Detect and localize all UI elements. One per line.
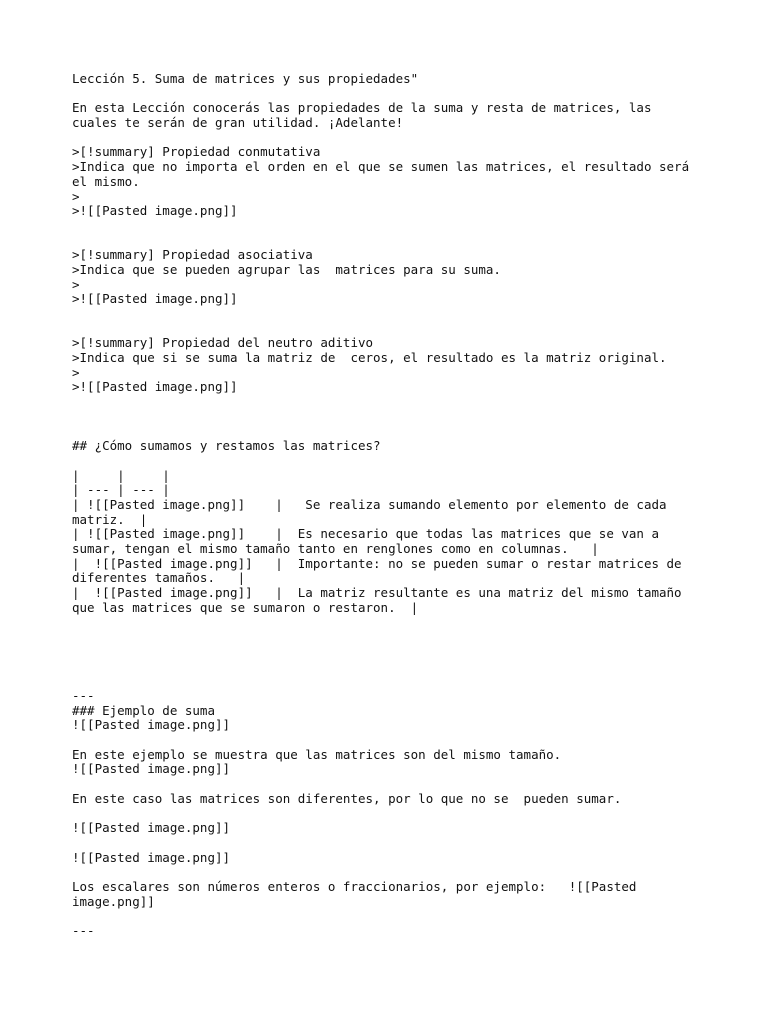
callout-heading: >[!summary] Propiedad del neutro aditivo [72,335,374,351]
table-row: diferentes tamaños. | [72,570,246,586]
section-heading: ## ¿Cómo sumamos y restamos las matrices? [72,438,381,454]
intro-text: cuales te serán de gran utilidad. ¡Adelante! [72,115,404,131]
table-row: | | | [72,467,170,483]
image-embed: >![[Pasted image.png]] [72,203,238,219]
image-embed: ![[Pasted image.png]] [72,761,231,777]
table-row: matriz. | [72,511,148,527]
callout-heading: >[!summary] Propiedad asociativa [72,247,313,263]
image-embed: ![[Pasted image.png]] [72,820,231,836]
callout-text: > [72,364,80,380]
intro-text: En esta Lección conocerás las propiedades de la suma y resta de matrices, las [72,100,652,116]
callout-text: el mismo. [72,173,140,189]
table-row: que las matrices que se sumaron o restaron. | [72,599,419,615]
lesson-title: Lección 5. Suma de matrices y sus propiedades" [72,71,419,86]
table-row: | ![[Pasted image.png]] | La matriz resultante es una matriz del mismo tamaño [72,585,682,601]
callout-text: > [72,188,80,204]
horizontal-rule: --- [72,923,95,938]
table-row: | ![[Pasted image.png]] | Importante: no se pueden sumar o restar matrices de [72,555,682,571]
callout-text: >Indica que si se suma la matriz de ceros, el resultado es la matriz original. [72,350,667,366]
table-row: sumar, tengan el mismo tamaño tanto en renglones como en columnas. | [72,541,599,557]
image-embed: >![[Pasted image.png]] [72,291,238,307]
image-embed: ![[Pasted image.png]] [72,717,231,733]
callout-text: >Indica que se pueden agrupar las matrices para su suma. [72,261,501,277]
example-text: En este ejemplo se muestra que las matrices son del mismo tamaño. [72,746,562,762]
table-row: | --- | --- | [72,482,170,498]
callout-text: > [72,276,80,292]
image-embed: ![[Pasted image.png]] [72,849,231,865]
horizontal-rule: --- [72,688,95,703]
example-text: Los escalares son números enteros o fraccionarios, por ejemplo: ![[Pasted [72,878,637,894]
image-embed: >![[Pasted image.png]] [72,379,238,395]
callout-heading: >[!summary] Propiedad conmutativa [72,144,321,160]
callout-text: >Indica que no importa el orden en el que se sumen las matrices, el resultado será [72,159,690,175]
document-page [72,72,712,939]
subsection-heading: ### Ejemplo de suma [72,702,215,718]
example-text: image.png]] [72,893,155,909]
example-text: En este caso las matrices son diferentes, por lo que no se pueden sumar. [72,790,622,806]
table-row: | ![[Pasted image.png]] | Es necesario que todas las matrices que se van a [72,526,659,542]
table-row: | ![[Pasted image.png]] | Se realiza sumando elemento por elemento de cada [72,497,667,512]
